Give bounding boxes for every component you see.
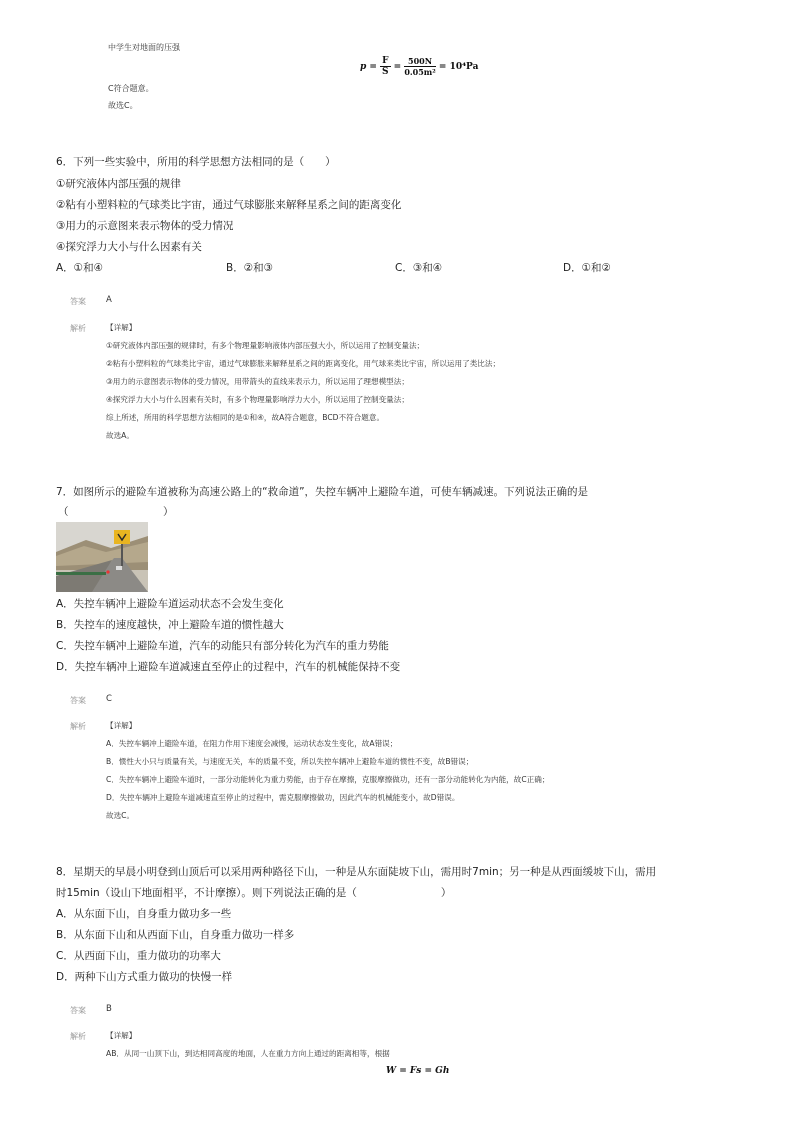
q8-detail-title: 【详解】 xyxy=(106,1031,137,1040)
q7-detail-line: D．失控车辆冲上避险车道减速直至停止的过程中，需克服摩擦做功，因此汽车的机械能变小，故D错误。 xyxy=(106,793,460,802)
q7-answer: C xyxy=(106,694,112,704)
q6-analysis-label: 解析 xyxy=(70,324,86,333)
q6-detail-line: ④探究浮力大小与什么因素有关时，有多个物理量影响浮力大小，所以运用了控制变量法； xyxy=(106,395,409,404)
q7-answer-label: 答案 xyxy=(70,696,86,705)
prev-line2: 故选C。 xyxy=(108,101,138,110)
q7-stem: 7．如图所示的避险车道被称为高速公路上的“救命道”，失控车辆冲上避险车道，可使车辆减速。下列说法正确的是 xyxy=(56,486,589,498)
q8-option-b: B．从东面下山和从西面下山，自身重力做功一样多 xyxy=(56,929,295,941)
q8-answer-label: 答案 xyxy=(70,1006,86,1015)
q6-detail-line: 故选A。 xyxy=(106,431,134,440)
q6-answer: A xyxy=(106,295,112,305)
q6-detail-title: 【详解】 xyxy=(106,323,137,332)
q8-detail-line: AB．从同一山顶下山，到达相同高度的地面，人在重力方向上通过的距离相等，根据 xyxy=(106,1049,390,1058)
q6-option-b: B．②和③ xyxy=(226,262,274,274)
q6-item: ②粘有小塑料粒的气球类比宇宙，通过气球膨胀来解释星系之间的距离变化 xyxy=(56,199,402,211)
q8-stem-cont: 时15min（设山下地面相平，不计摩擦）。则下列说法正确的是（ ） xyxy=(56,887,452,899)
q6-item: ④探究浮力大小与什么因素有关 xyxy=(56,241,202,253)
q6-detail-line: ①研究液体内部压强的规律时，有多个物理量影响液体内部压强大小，所以运用了控制变量法； xyxy=(106,341,425,350)
q8-answer: B xyxy=(106,1004,112,1014)
q6-option-d: D．①和② xyxy=(563,262,611,274)
prev-line1: C符合题意。 xyxy=(108,84,154,93)
q6-option-a: A．①和④ xyxy=(56,262,104,274)
q6-detail-line: ②粘有小塑料粒的气球类比宇宙，通过气球膨胀来解释星系之间的距离变化，用气球来类比宇宙，所以运用了类比法； xyxy=(106,359,501,368)
q7-detail-line: A．失控车辆冲上避险车道，在阻力作用下速度会减慢，运动状态发生变化，故A错误； xyxy=(106,739,398,748)
q7-option-d: D．失控车辆冲上避险车道减速直至停止的过程中，汽车的机械能保持不变 xyxy=(56,661,401,673)
q7-option-a: A．失控车辆冲上避险车道运动状态不会发生变化 xyxy=(56,598,284,610)
q8-option-c: C．从西面下山，重力做功的功率大 xyxy=(56,950,221,962)
q8-analysis-label: 解析 xyxy=(70,1032,86,1041)
work-formula: W = Fs = Gh xyxy=(386,1066,450,1076)
q7-detail-title: 【详解】 xyxy=(106,721,137,730)
q7-analysis-label: 解析 xyxy=(70,722,86,731)
q6-item: ①研究液体内部压强的规律 xyxy=(56,178,181,190)
q8-option-d: D．两种下山方式重力做功的快慢一样 xyxy=(56,971,233,983)
q6-option-c: C．③和④ xyxy=(395,262,443,274)
escape-lane-photo xyxy=(56,522,148,592)
q7-bracket: （ ） xyxy=(58,506,174,518)
q8-option-a: A．从东面下山，自身重力做功多一些 xyxy=(56,908,232,920)
q7-option-c: C．失控车辆冲上避险车道，汽车的动能只有部分转化为汽车的重力势能 xyxy=(56,640,389,652)
q8-stem: 8．星期天的早晨小明登到山顶后可以采用两种路径下山，一种是从东面陡坡下山，需用时7min；另一种是从西面缓坡下山，需用 xyxy=(56,866,657,878)
prev-intro: 中学生对地面的压强 xyxy=(108,43,180,52)
q7-option-b: B．失控车的速度越快，冲上避险车道的惯性越大 xyxy=(56,619,284,631)
q7-detail-line: B．惯性大小只与质量有关，与速度无关，车的质量不变，所以失控车辆冲上避险车道的惯性不变，故B错误； xyxy=(106,757,474,766)
q6-detail-line: 综上所述，所用的科学思想方法相同的是①和④，故A符合题意，BCD不符合题意。 xyxy=(106,413,385,422)
q6-detail-line: ③用力的示意图表示物体的受力情况，用带箭头的直线来表示力，所以运用了理想模型法； xyxy=(106,377,409,386)
q7-detail-line: 故选C。 xyxy=(106,811,135,820)
q6-answer-label: 答案 xyxy=(70,297,86,306)
q7-detail-line: C．失控车辆冲上避险车道时，一部分动能转化为重力势能，由于存在摩擦，克服摩擦做功，还有一部分动能转化为内能，故C正确； xyxy=(106,775,550,784)
pressure-formula: p = $\frac{F}{S}$ = $\frac{500N}{\text{0.05m²}}$ = 10⁴Pa xyxy=(360,56,479,77)
q6-stem: 6．下列一些实验中，所用的科学思想方法相同的是（ ） xyxy=(56,156,336,168)
q6-item: ③用力的示意图来表示物体的受力情况 xyxy=(56,220,234,232)
